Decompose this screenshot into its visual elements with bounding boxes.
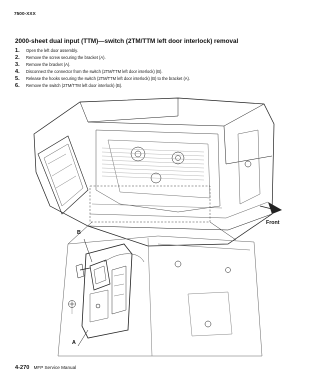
leader-lines — [68, 222, 236, 244]
step-number: 6. — [15, 82, 20, 89]
page-number: 4-270 — [15, 365, 30, 371]
step-number: 4. — [15, 68, 20, 75]
header-model: 7500-XXX — [14, 11, 36, 16]
step-text: Open the left door assembly. — [26, 48, 79, 53]
step-item — [15, 48, 290, 55]
interlock-switch — [76, 260, 110, 290]
printer-illustration — [28, 94, 290, 364]
step-number: 5. — [15, 75, 20, 82]
callout-a: A — [72, 340, 76, 346]
bracket — [82, 244, 132, 338]
machine-view — [34, 98, 274, 246]
manual-name: MFP Service Manual — [33, 365, 77, 370]
steps-list — [15, 48, 290, 90]
step-text: Remove the screw securing the bracket (A). — [26, 55, 106, 60]
front-label: Front — [266, 220, 280, 226]
step-number: 2. — [15, 54, 20, 61]
step-item — [15, 69, 290, 76]
screw-icon — [69, 301, 76, 315]
step-text: Release the hooks securing the switch (2TM/TTM left door interlock) (B) to the bracket (A). — [26, 76, 191, 81]
step-item — [15, 62, 290, 69]
step-text: Remove the bracket (A). — [26, 62, 71, 67]
step-item — [15, 76, 290, 83]
step-item — [15, 83, 290, 90]
page-footer — [15, 365, 76, 371]
step-number: 3. — [15, 61, 20, 68]
page-title: 2000-sheet dual input (TTM)—switch (2TM/TTM left door interlock) removal — [15, 38, 239, 45]
step-text: Disconnect the connector from the switch (2TM/TTM left door interlock) (B). — [26, 69, 163, 74]
step-item — [15, 55, 290, 62]
detail-view — [58, 236, 262, 356]
callout-b: B — [77, 230, 81, 236]
step-text: Remove the switch (2TM/TTM left door interlock) (B). — [26, 83, 123, 88]
step-number: 1. — [15, 47, 20, 54]
